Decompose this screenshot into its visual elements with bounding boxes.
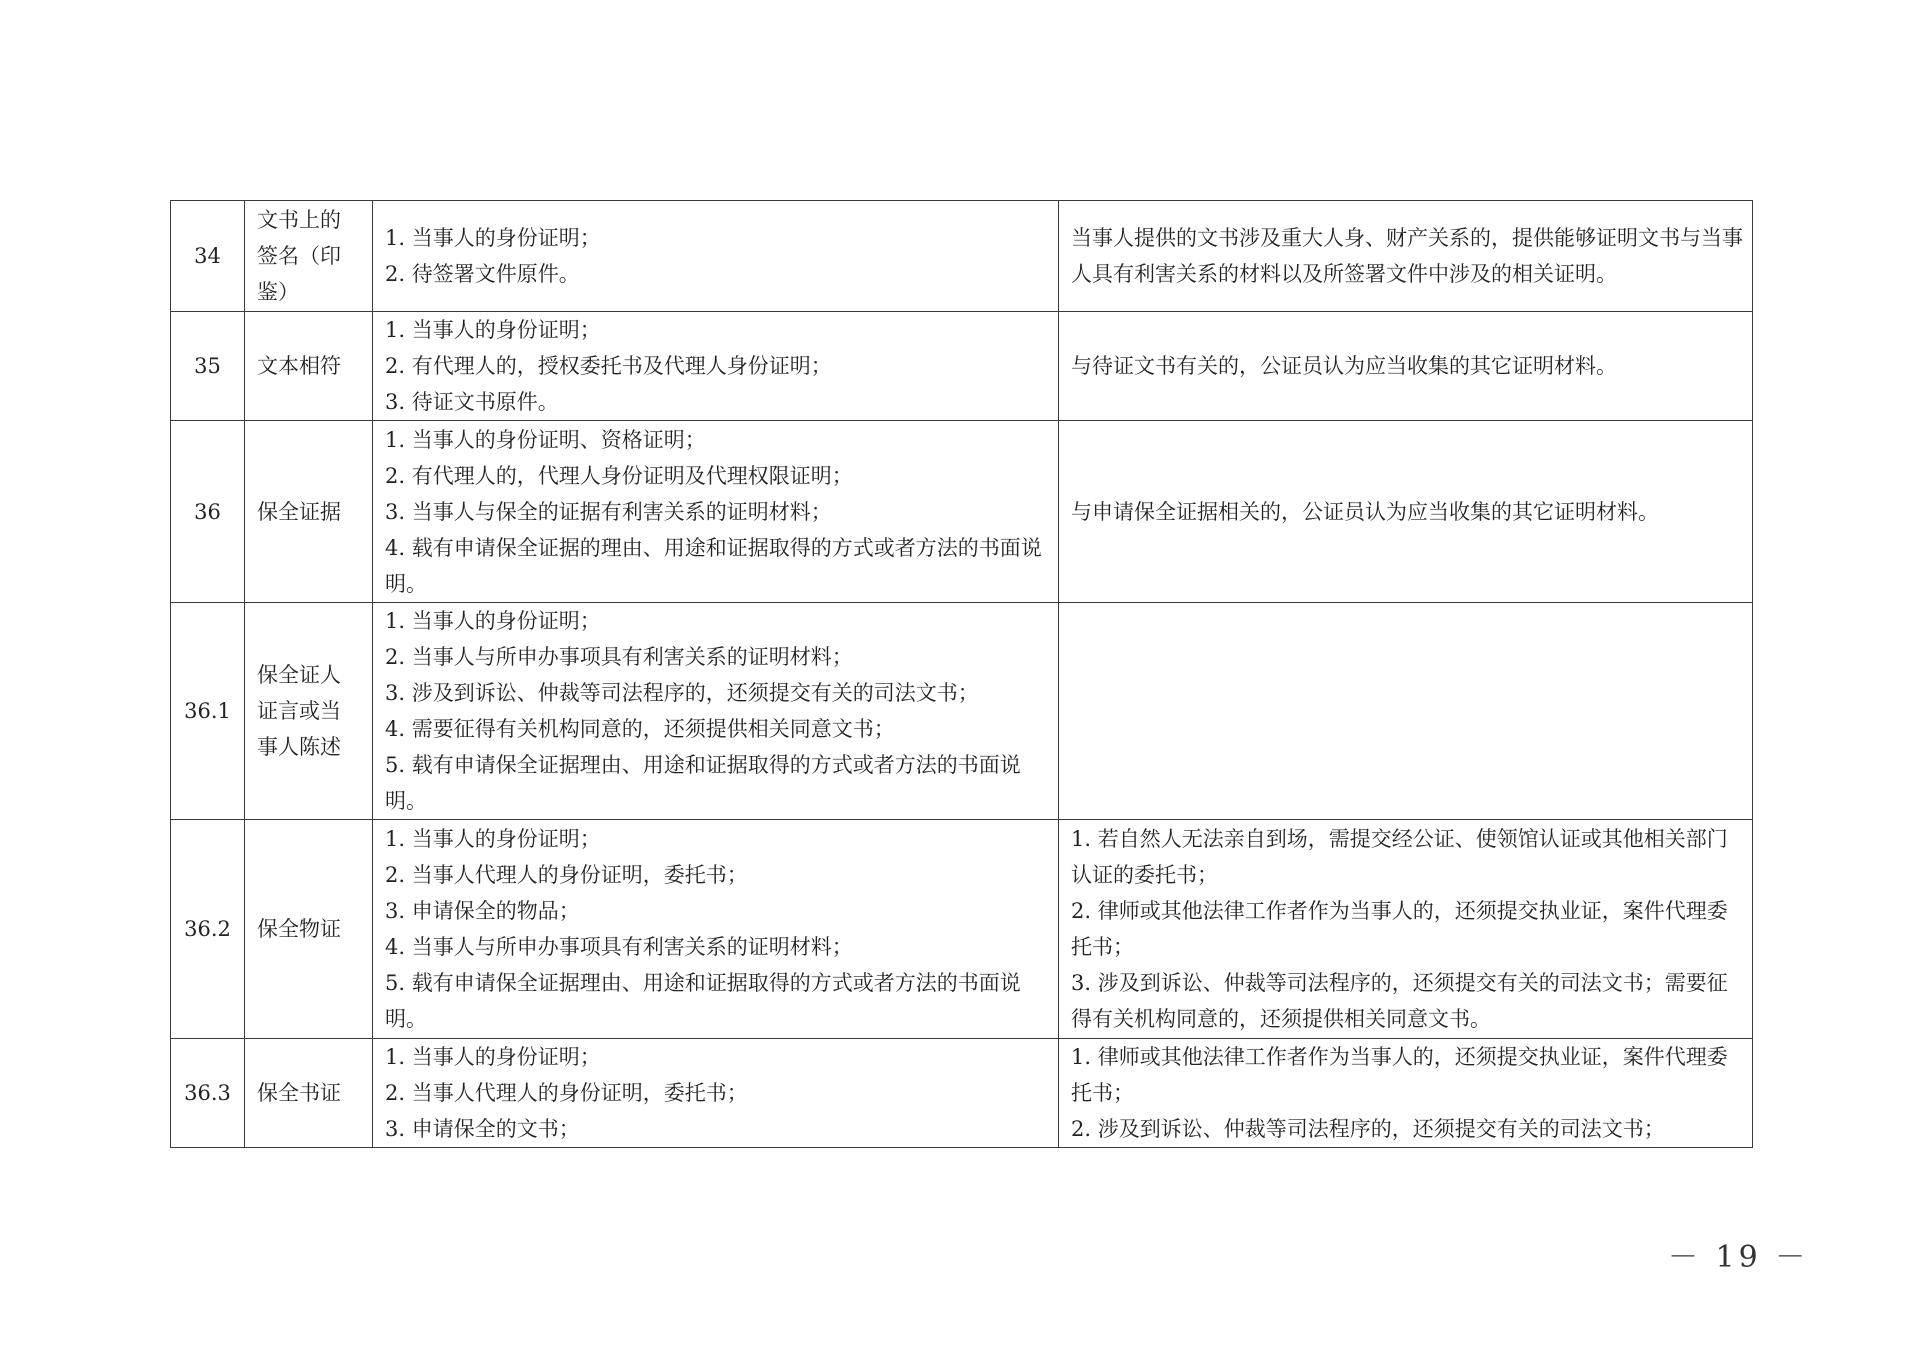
material-item: 3. 涉及到诉讼、仲裁等司法程序的，还须提交有关的司法文书； <box>385 681 979 705</box>
material-item: 2. 待签署文件原件。 <box>385 262 580 286</box>
material-item: 3. 申请保全的文书； <box>385 1117 580 1141</box>
material-item: 2. 当事人代理人的身份证明，委托书； <box>385 863 748 887</box>
material-item: 5. 载有申请保全证据理由、用途和证据取得的方式或者方法的书面说明。 <box>385 971 1021 1031</box>
note-item: 1. 律师或其他法律工作者作为当事人的，还须提交执业证，案件代理委托书； <box>1071 1045 1728 1105</box>
row-number: 36.2 <box>171 820 245 1039</box>
materials-cell <box>373 820 1059 1039</box>
notes-cell <box>1059 201 1753 312</box>
title-line: 保全书证 <box>257 1081 341 1105</box>
row-number: 36 <box>171 421 245 603</box>
material-item: 2. 当事人代理人的身份证明，委托书； <box>385 1081 748 1105</box>
note-item: 1. 若自然人无法亲自到场，需提交经公证、使领馆认证或其他相关部门认证的委托书； <box>1071 827 1728 887</box>
row-title <box>245 603 373 820</box>
table-row <box>171 820 1753 1039</box>
material-item: 1. 当事人的身份证明、资格证明； <box>385 427 706 452</box>
material-item: 5. 载有申请保全证据理由、用途和证据取得的方式或者方法的书面说明。 <box>385 753 1021 813</box>
table-row <box>171 1039 1753 1148</box>
title-line: 文书上的 <box>257 208 341 232</box>
row-title <box>245 1039 373 1148</box>
material-item: 1. 当事人的身份证明； <box>385 609 601 633</box>
row-number: 36.1 <box>171 603 245 820</box>
row-title <box>245 312 373 421</box>
note-item: 当事人提供的文书涉及重大人身、财产关系的，提供能够证明文书与当事人具有利害关系的材料以及所签署文件中涉及的相关证明。 <box>1071 226 1743 286</box>
table-row <box>171 201 1753 312</box>
row-title <box>245 201 373 312</box>
materials-cell <box>373 421 1059 603</box>
material-item: 3. 待证文书原件。 <box>385 390 559 414</box>
row-title <box>245 820 373 1039</box>
title-line: 签名（印 <box>257 244 341 268</box>
material-item: 1. 当事人的身份证明； <box>385 1045 601 1069</box>
material-item: 3. 申请保全的物品； <box>385 899 580 923</box>
title-line: 保全证据 <box>257 499 341 524</box>
table-row <box>171 603 1753 820</box>
note-item: 2. 涉及到诉讼、仲裁等司法程序的，还须提交有关的司法文书； <box>1071 1117 1665 1141</box>
notes-cell <box>1059 603 1753 820</box>
title-line: 文本相符 <box>257 354 341 378</box>
material-item: 2. 当事人与所申办事项具有利害关系的证明材料； <box>385 645 853 669</box>
material-item: 1. 当事人的身份证明； <box>385 318 601 342</box>
material-item: 2. 有代理人的，授权委托书及代理人身份证明； <box>385 354 832 378</box>
material-item: 1. 当事人的身份证明； <box>385 226 601 250</box>
notes-cell <box>1059 1039 1753 1148</box>
table-row <box>171 312 1753 421</box>
table-row <box>171 421 1753 603</box>
note-item: 与申请保全证据相关的，公证员认为应当收集的其它证明材料。 <box>1071 499 1659 524</box>
requirements-table <box>170 200 1753 1148</box>
materials-cell <box>373 1039 1059 1148</box>
title-line: 保全证人 <box>257 663 341 687</box>
row-number: 35 <box>171 312 245 421</box>
row-number: 34 <box>171 201 245 312</box>
material-item: 4. 当事人与所申办事项具有利害关系的证明材料； <box>385 935 853 959</box>
title-line: 鉴） <box>257 280 299 304</box>
materials-cell <box>373 603 1059 820</box>
materials-cell <box>373 201 1059 312</box>
row-title <box>245 421 373 603</box>
page-number: － 19 － <box>1668 1240 1810 1275</box>
material-item: 2. 有代理人的，代理人身份证明及代理权限证明； <box>385 463 853 488</box>
title-line: 证言或当 <box>257 699 341 723</box>
notes-cell <box>1059 312 1753 421</box>
material-item: 4. 需要征得有关机构同意的，还须提供相关同意文书； <box>385 717 895 741</box>
note-item: 2. 律师或其他法律工作者作为当事人的，还须提交执业证，案件代理委托书； <box>1071 899 1728 959</box>
material-item: 3. 当事人与保全的证据有利害关系的证明材料； <box>385 499 832 524</box>
title-line: 保全物证 <box>257 917 341 941</box>
material-item: 4. 载有申请保全证据的理由、用途和证据取得的方式或者方法的书面说明。 <box>385 535 1042 596</box>
title-line: 事人陈述 <box>257 735 341 759</box>
materials-cell <box>373 312 1059 421</box>
note-item: 3. 涉及到诉讼、仲裁等司法程序的，还须提交有关的司法文书；需要征得有关机构同意的，还须提供相关同意文书。 <box>1071 971 1728 1031</box>
note-item: 与待证文书有关的，公证员认为应当收集的其它证明材料。 <box>1071 354 1617 378</box>
notes-cell <box>1059 820 1753 1039</box>
notes-cell <box>1059 421 1753 603</box>
row-number: 36.3 <box>171 1039 245 1148</box>
material-item: 1. 当事人的身份证明； <box>385 827 601 851</box>
